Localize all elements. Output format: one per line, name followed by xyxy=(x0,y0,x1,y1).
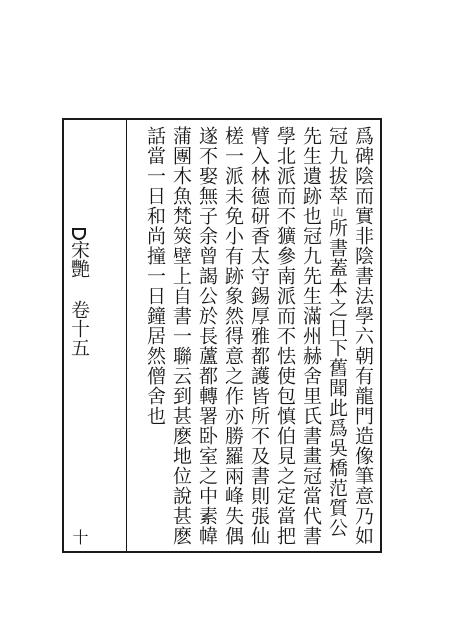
text-column-2 xyxy=(322,126,352,538)
text-frame xyxy=(62,118,382,553)
text-column-3: 先生遺跡也冠九先生滿州赫舍里氏書畫冠當代書 xyxy=(300,126,322,546)
text-column-4: 學北派而不獷參南派而不怯使包慎伯見之定當把 xyxy=(274,126,296,546)
text-column-8: 蒲團木魚梵筴壁上自書一聯云到甚麽地位說甚麽 xyxy=(170,126,192,546)
text-column-5: 臂入林德研香太守錫厚雅都護皆所不及書則張仙 xyxy=(248,126,270,546)
text-column-2b: 所書蓋本之日下舊聞此爲吳橋范質公 xyxy=(326,218,348,538)
margin-title: 宋艷 卷十五 xyxy=(68,240,90,357)
text-column-9: 話當一日和尚撞一日鐘居然僧舍也 xyxy=(144,126,166,426)
text-column-1: 爲碑陰而實非陰書法學六朝有龍門造像筆意乃如 xyxy=(352,126,374,546)
text-column-6: 槎一派未免小有跡象然得意之作亦勝羅兩峰失偶 xyxy=(222,126,244,546)
small-note: 山 xyxy=(331,206,344,218)
text-column-2a: 冠九拔萃 xyxy=(326,126,348,206)
fish-tail-mark-icon xyxy=(72,228,86,240)
text-column-7: 遂不娶無子余曾謁公於長蘆都轉署卧室之中素幃 xyxy=(196,126,218,546)
margin-page-number: 十 xyxy=(70,529,89,545)
